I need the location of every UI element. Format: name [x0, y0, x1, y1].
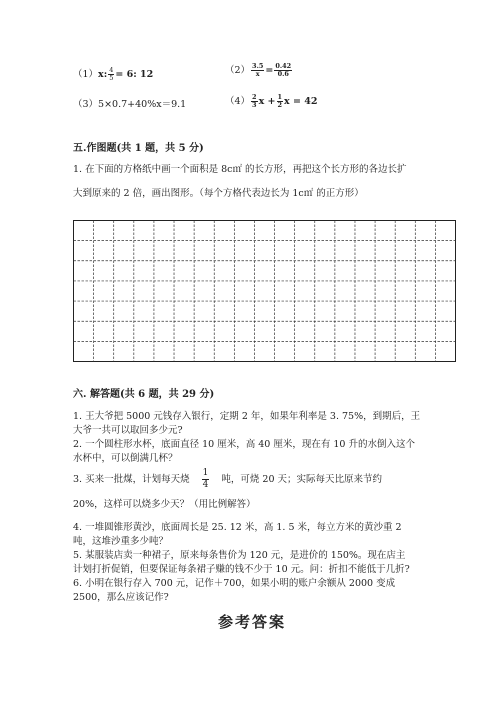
equation-4-label: （4） — [225, 96, 251, 107]
question-3-text-a: 3. 买来一批煤，计划每天烧 — [73, 474, 190, 485]
section-6-question-2-line-1: 2. 一个圆柱形水杯，底面直径 10 厘米，高 40 厘米，现在有 10 升的水倒入这个 — [73, 439, 415, 450]
equation-2-label: （2） — [225, 65, 251, 76]
equation-2 — [225, 62, 293, 78]
section-5-question-1-line-2: 大到原来的 2 倍，画出图形。（每个方格代表边长为 1c㎡ 的正方形） — [73, 188, 364, 199]
section-5-title: 五.作图题(共 1 题，共 5 分) — [73, 143, 204, 154]
section-6-title: 六. 解答题(共 6 题，共 29 分) — [73, 389, 215, 400]
fraction-denominator: 0.6 — [277, 70, 289, 78]
equation-1 — [73, 66, 153, 82]
section-6-question-6-line-1: 6. 小明在银行存入 700 元，记作＋700，如果小明的账户余额从 2000 变成 — [73, 578, 396, 589]
answer-key-title: 参考答案 — [218, 613, 287, 631]
equation-3 — [73, 96, 186, 110]
section-6-question-5-line-1: 5. 某服装店卖一种裙子，原来每条售价为 120 元，是进价的 150%。现在店主 — [73, 550, 406, 561]
equation-4-rhs: x = 42 — [284, 96, 318, 107]
fraction-numerator: 3.5 — [252, 62, 264, 70]
fraction-denominator: 2 — [277, 101, 283, 109]
fraction-numerator: 0.42 — [275, 62, 292, 70]
fraction-numerator: 4 — [109, 66, 114, 74]
section-6-question-3-line-2: 20%，这样可以烧多少天？（用比例解答） — [73, 499, 256, 510]
equation-4-fraction-1 — [251, 94, 258, 109]
section-6-question-1-line-1: 1. 王大爷把 5000 元钱存入银行，定期 2 年，如果年利率是 3. 75%，到期后，王 — [73, 411, 421, 422]
section-6-question-2-line-2: 水杯中，可以倒满几杯？ — [73, 453, 178, 464]
section-5-question-1-line-1: 1. 在下面的方格纸中画一个面积是 8c㎡ 的长方形，再把这个长方形的各边长扩 — [73, 164, 407, 175]
question-3-text-b: 吨，可烧 20 天；实际每天比原来节约 — [221, 474, 383, 485]
fraction-numerator: 2 — [252, 93, 257, 101]
fraction-numerator: 1 — [202, 468, 209, 478]
equation-3-label: （3） — [73, 99, 99, 110]
equation-4-mid: x + — [258, 96, 276, 107]
question-3-fraction — [202, 468, 210, 491]
fraction-denominator: 4 — [202, 480, 209, 490]
equation-4 — [225, 93, 318, 109]
grid-border — [74, 221, 456, 362]
fraction-numerator: 1 — [277, 93, 283, 101]
section-6-question-6-line-2: 2500，那么应该记作? — [73, 592, 169, 603]
equation-2-fraction-right — [274, 63, 292, 78]
square-grid-paper[interactable] — [73, 220, 456, 362]
section-6-question-3-line-1 — [73, 468, 382, 491]
equation-1-fraction — [108, 67, 114, 82]
equation-1-lhs: x: — [98, 69, 108, 80]
fraction-denominator: 5 — [109, 74, 114, 82]
section-6-question-4-line-2: 吨，这堆沙重多少吨？ — [73, 536, 169, 547]
fraction-denominator: x — [255, 70, 260, 78]
equation-4-fraction-2 — [277, 94, 284, 109]
equation-1-rhs: = 6: 12 — [115, 69, 154, 80]
fraction-denominator: 3 — [252, 101, 257, 109]
section-6-question-4-line-1: 4. 一堆圆锥形黄沙，底面周长是 25. 12 米，高 1. 5 米，每立方米的黄沙重 2 — [73, 522, 402, 533]
section-6-question-5-line-2: 计划打折促销，但要保证每条裙子赚的钱不少于 10 元。问：折扣不能低于几折? — [73, 564, 410, 575]
equation-3-text: 5×0.7+40%x＝9.1 — [98, 99, 187, 110]
equation-2-fraction-left — [251, 63, 264, 78]
equation-2-equals: = — [265, 65, 274, 76]
section-6-question-1-line-2: 大爷一共可以取回多少元? — [73, 425, 183, 436]
equation-1-label: （1） — [73, 69, 99, 80]
